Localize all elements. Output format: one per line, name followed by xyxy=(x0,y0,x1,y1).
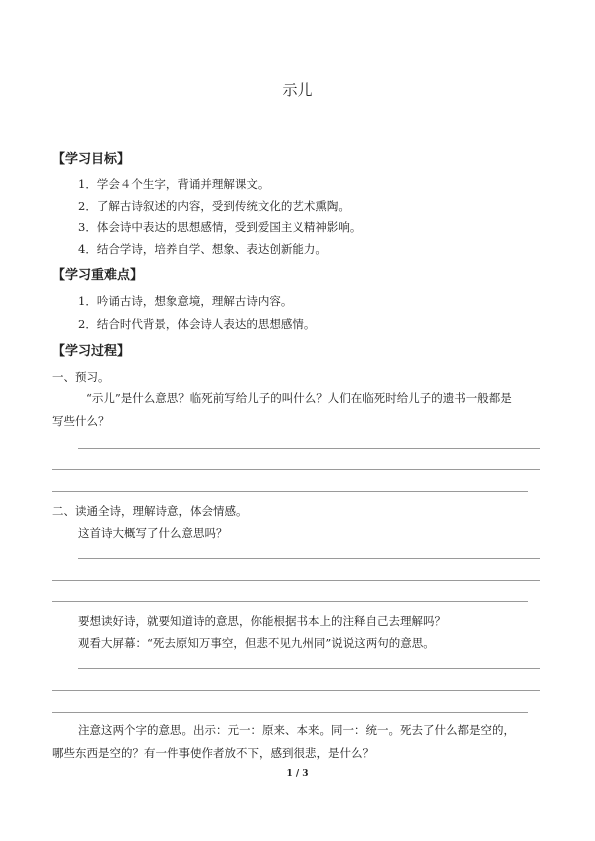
part1-question-line2: 写些什么？ xyxy=(52,414,110,428)
part2-question: 这首诗大概写了什么意思吗？ xyxy=(78,526,228,540)
part2-note-line2: 哪些东西是空的？有一件事使作者放不下，感到很悲，是什么？ xyxy=(52,746,374,760)
part2-prompt2: 观看大屏幕：“死去原知万事空，但悲不见九州同”说说这两句的意思。 xyxy=(78,636,435,650)
part1-question-line1: “示儿”是什么意思？临死前写给儿子的叫什么？人们在临死时给儿子的遗书一般都是 xyxy=(86,391,512,405)
answer-line[interactable] xyxy=(52,712,528,713)
answer-line[interactable] xyxy=(52,491,528,492)
objective-item-1: 1．学会４个生字，背诵并理解课文。 xyxy=(78,177,270,191)
process-heading: 【学习过程】 xyxy=(52,344,131,359)
page-number: 1 / 3 xyxy=(286,769,309,779)
answer-line[interactable] xyxy=(78,558,540,559)
answer-line[interactable] xyxy=(52,469,540,470)
objective-item-4: 4．结合学诗，培养自学、想象、表达创新能力。 xyxy=(78,242,327,256)
answer-line[interactable] xyxy=(52,601,528,602)
answer-line[interactable] xyxy=(78,668,540,669)
part2-prompt1: 要想读好诗，就要知道诗的意思，你能根据书本上的注释自己去理解吗？ xyxy=(78,614,446,628)
part2-label: 二、读通全诗，理解诗意，体会情感。 xyxy=(52,504,248,518)
objectives-heading: 【学习目标】 xyxy=(52,152,131,167)
key-point-item-1: 1．吟诵古诗，想象意境，理解古诗内容。 xyxy=(78,294,293,308)
key-points-heading: 【学习重难点】 xyxy=(52,268,144,283)
part1-label: 一、预习。 xyxy=(52,370,110,384)
objective-item-3: 3．体会诗中表达的思想感情，受到爱国主义精神影响。 xyxy=(78,220,362,234)
answer-line[interactable] xyxy=(52,690,540,691)
answer-line[interactable] xyxy=(52,580,540,581)
key-point-item-2: 2．结合时代背景，体会诗人表达的思想感情。 xyxy=(78,317,316,331)
answer-line[interactable] xyxy=(78,448,540,449)
part2-note-line1: 注意这两个字的意思。出示：元一：原来、本来。同一：统一。死去了什么都是空的， xyxy=(78,723,515,737)
objective-item-2: 2．了解古诗叙述的内容，受到传统文化的艺术熏陶。 xyxy=(78,199,350,213)
page-title: 示儿 xyxy=(282,81,313,99)
